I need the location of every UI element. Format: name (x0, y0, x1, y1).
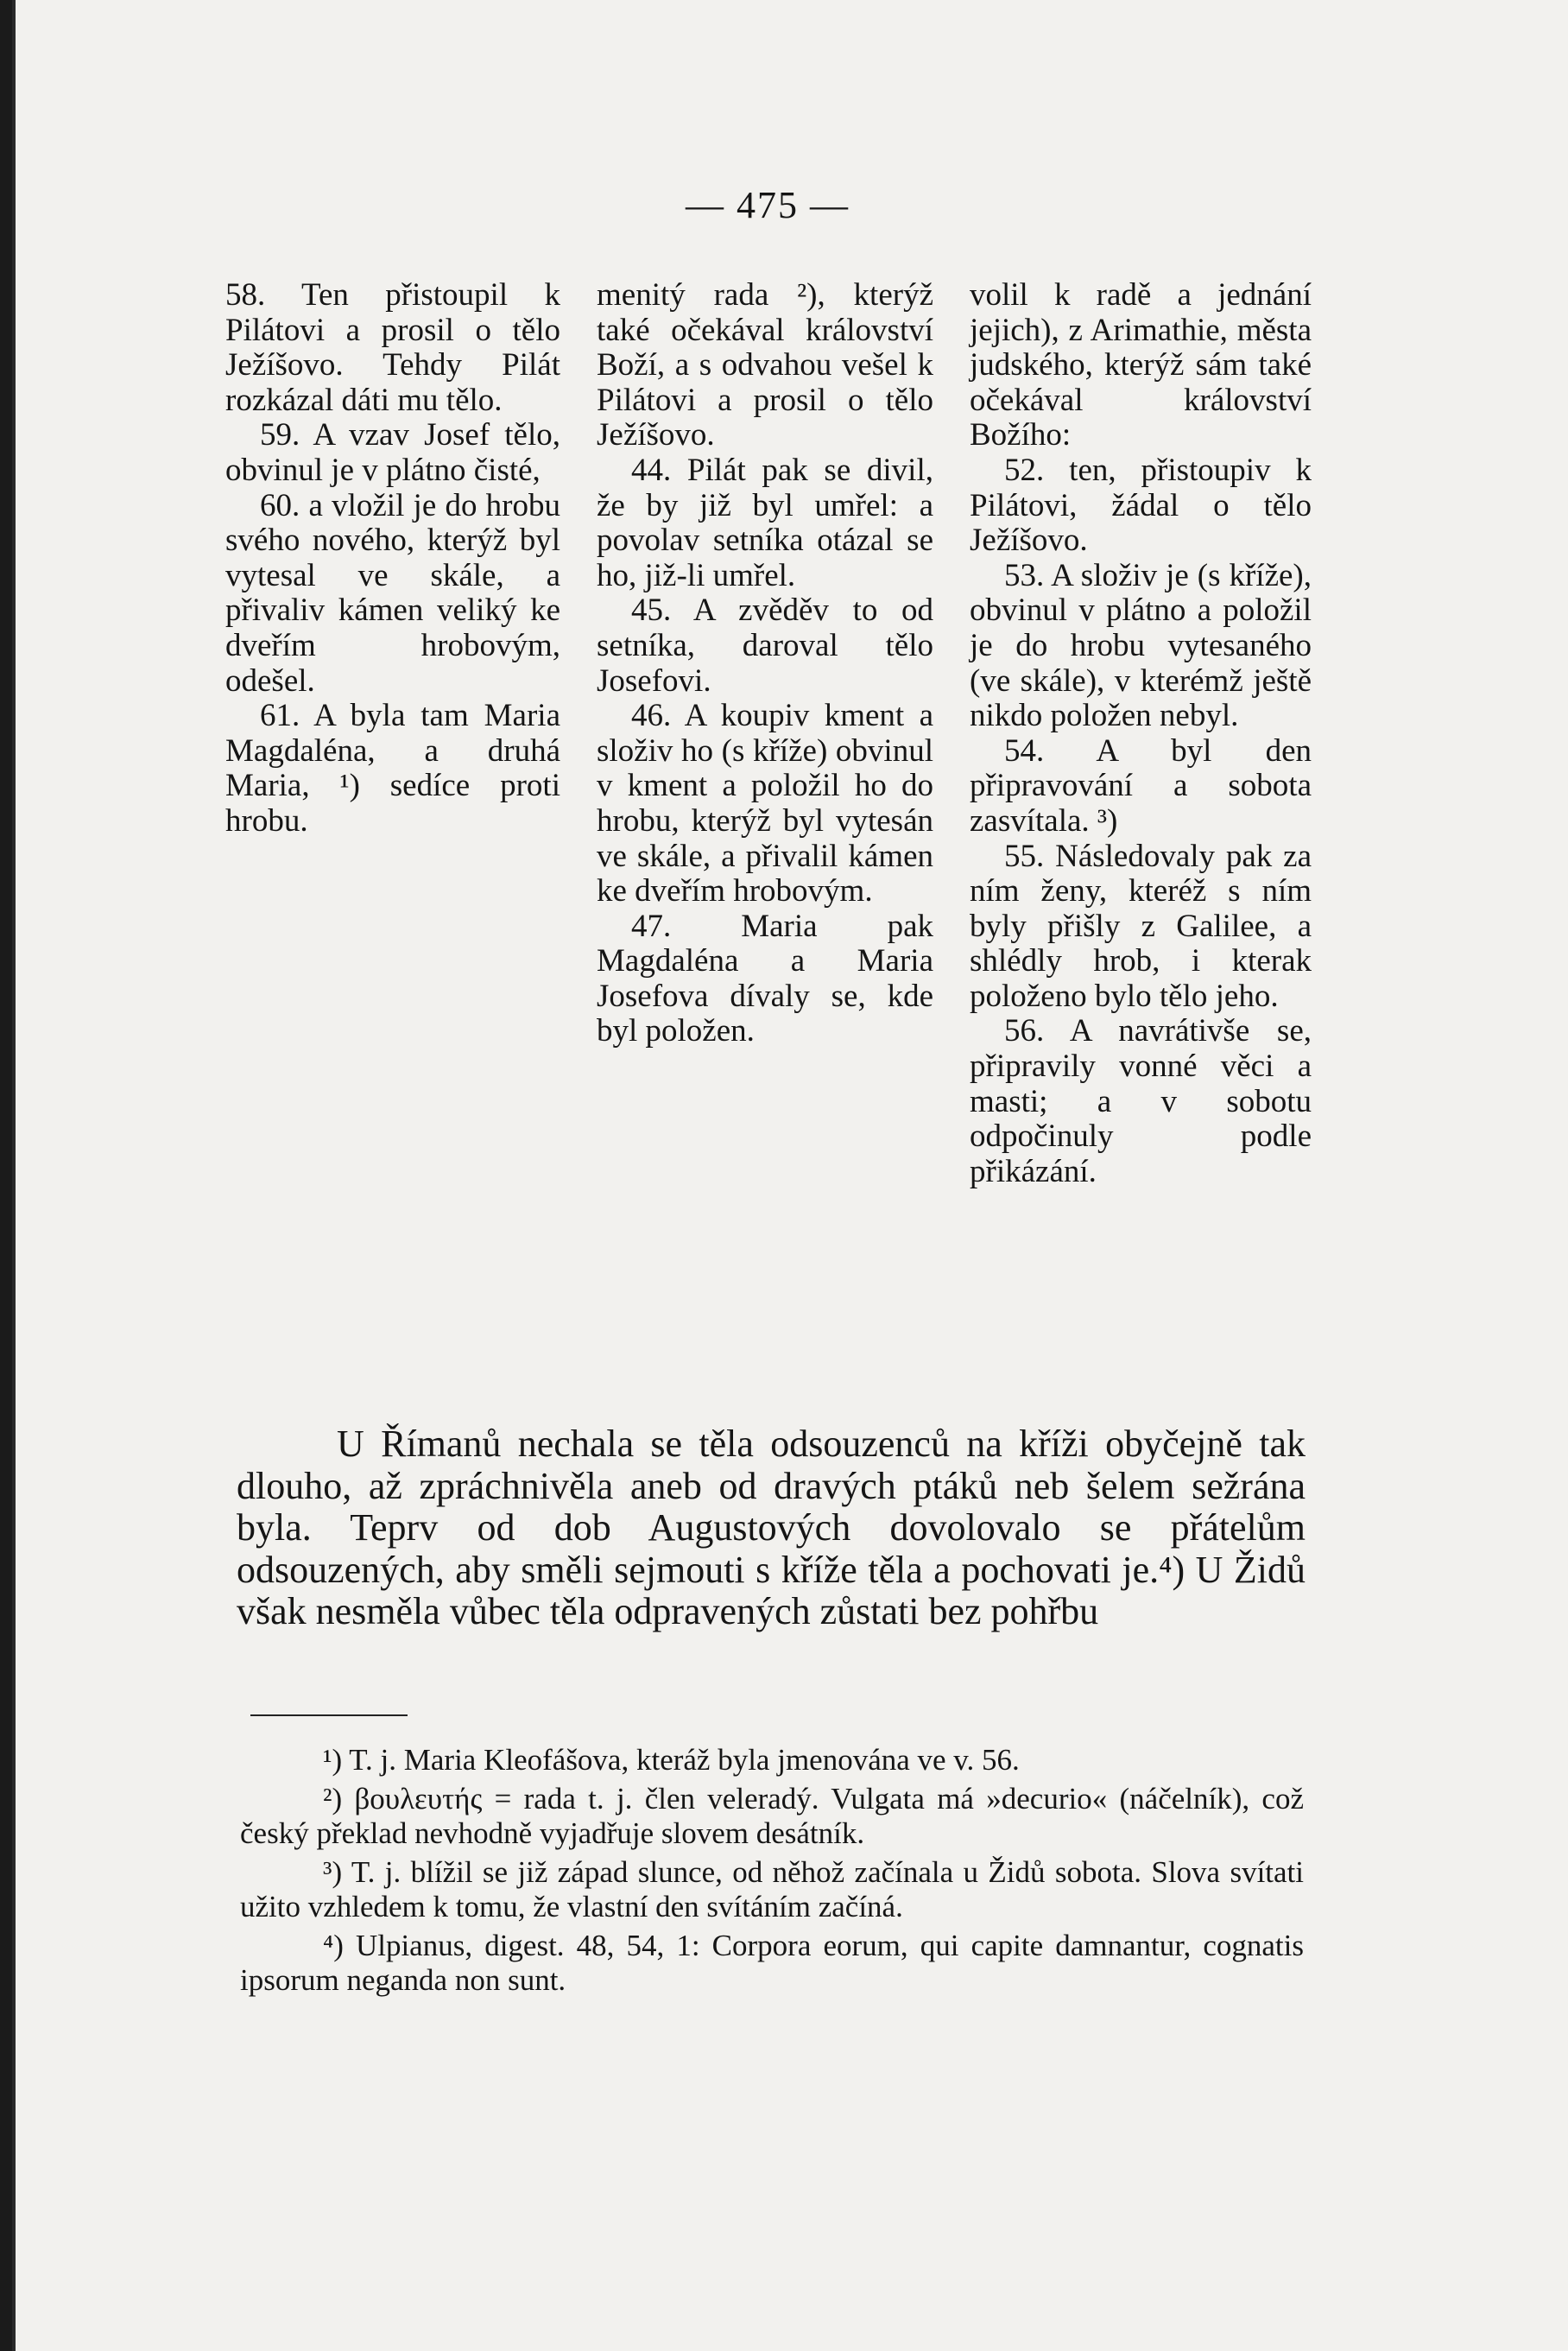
verse-paragraph: 47. Maria pak Magdaléna a Maria Josefova dívaly se, kde byl položen. (597, 908, 933, 1049)
verse-paragraph: 45. A zvěděv to od setníka, daroval tělo Josefovi. (597, 593, 933, 699)
commentary-paragraph: U Římanů nechala se těla odsouzenců na kříži obyčejně tak dlouho, až zpráchnivěla aneb od dravých ptáků neb šelem sežrána byla. Teprv od dob Augustových dovolovalo se přátelům odsouzených, aby směli sejmouti s kříže těla a pochovati je.⁴) U Židů však nesměla vůbec těla odpravených zůstati bez pohřbu (237, 1423, 1306, 1632)
verse-paragraph: 52. ten, přistoupiv k Pilátovi, žádal o tělo Ježíšovo. (970, 452, 1312, 559)
scan-edge (12, 0, 16, 2351)
verse-paragraph: 46. A koupiv kment a složiv ho (s kříže) obvinul v kment a položil ho do hrobu, kterýž byl vytesán ve skále, a přivalil kámen ke dveřím hrobovým. (597, 698, 933, 909)
verse-paragraph: 61. A byla tam Maria Magdaléna, a druhá Maria, ¹) sedíce proti hrobu. (225, 698, 560, 839)
verse-paragraph: 59. A vzav Josef tělo, obvinul je v plátno čisté, (225, 417, 560, 488)
column-3 (970, 278, 1312, 1189)
column-2 (597, 278, 933, 1049)
footnote-divider (250, 1714, 408, 1716)
verse-paragraph: 58. Ten přistoupil k Pilátovi a prosil o tělo Ježíšovo. Tehdy Pilát rozkázal dáti mu tělo. (225, 277, 560, 418)
verse-paragraph: 60. a vložil je do hrobu svého nového, kterýž byl vytesal ve skále, a přivaliv kámen veliký ke dveřím hrobovým, odešel. (225, 487, 560, 699)
verse-paragraph: 54. A byl den připravování a sobota zasvítala. ³) (970, 732, 1312, 839)
commentary-text (237, 1423, 1306, 1633)
column-1 (225, 278, 560, 840)
footnote: ³) T. j. blížil se již západ slunce, od něhož začínala u Židů sobota. Slova svítati užito vzhledem k tomu, že vlastní den svítáním začíná. (240, 1854, 1304, 1923)
footnotes (240, 1743, 1304, 2002)
verse-paragraph: 56. A navrátivše se, připravily vonné věci a masti; a v sobotu odpočinuly podle přikázání. (970, 1013, 1312, 1189)
footnote: ²) βουλευτής = rada t. j. člen veleradý. Vulgata má »decurio« (náčelník), což český překlad nevhodně vyjadřuje slovem desátník. (240, 1781, 1304, 1850)
book-page (12, 0, 1568, 2351)
page-number: — 475 — (686, 184, 850, 226)
footnote: ⁴) Ulpianus, digest. 48, 54, 1: Corpora eorum, qui capite damnantur, cognatis ipsorum neganda non sunt. (240, 1928, 1304, 1997)
verse-paragraph: 53. A složiv je (s kříže), obvinul v plátno a položil je do hrobu vytesaného (ve skále), v kterémž ještě nikdo položen nebyl. (970, 557, 1312, 734)
verse-paragraph: menitý rada ²), kterýž také očekával království Boží, a s odvahou vešel k Pilátovi a prosil o tělo Ježíšovo. (597, 277, 933, 453)
verse-paragraph: volil k radě a jednání jejich), z Arimathie, města judského, kterýž sám také očekával království Božího: (970, 277, 1312, 453)
verse-paragraph: 55. Následovaly pak za ním ženy, kteréž s ním byly přišly z Galilee, a shlédly hrob, i kterak položeno bylo tělo jeho. (970, 838, 1312, 1014)
footnote: ¹) T. j. Maria Kleofášova, kteráž byla jmenována ve v. 56. (323, 1743, 1020, 1777)
verse-paragraph: 44. Pilát pak se divil, že by již byl umřel: a povolav setníka otázal se ho, již-li umřel. (597, 452, 933, 593)
